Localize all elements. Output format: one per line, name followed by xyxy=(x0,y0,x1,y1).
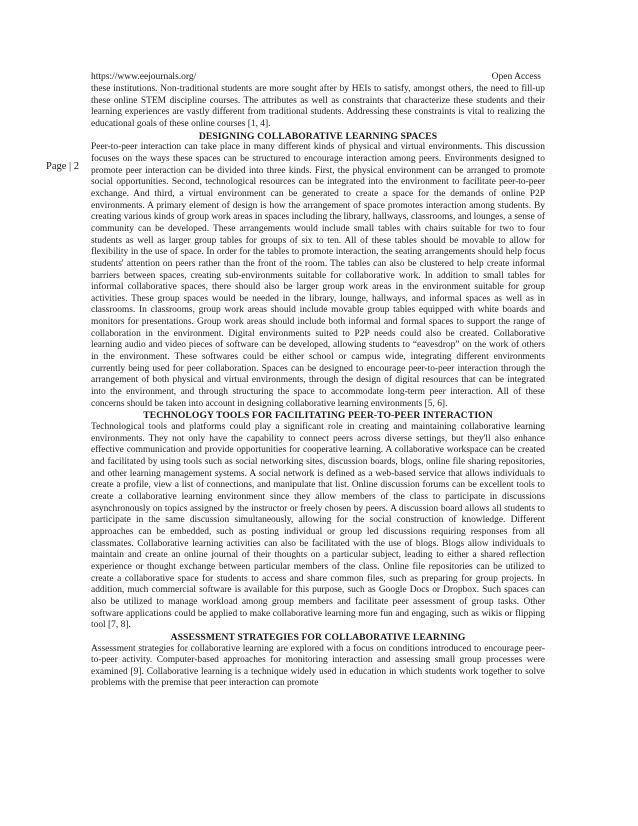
journal-url[interactable]: https://www.eejournals.org/ xyxy=(91,72,197,82)
heading-designing-spaces: DESIGNING COLLABORATIVE LEARNING SPACES xyxy=(198,130,438,142)
heading-technology-tools: TECHNOLOGY TOOLS FOR FACILITATING PEER-TO-PEER INTERACTION xyxy=(143,410,493,422)
paragraph-designing-spaces: Peer-to-peer interaction can take place in many different kinds of physical and virtual environments. This discussion focuses on the ways these spaces can be structured to encourage interaction among peers. Environments designed to promote peer interaction can be divided into three kinds. First, the physical environment can be arranged to promote social opportunities. Second, technological resources can be integrated into the environment to facilitate peer-to-peer exchange. And third, a virtual environment can be generated to create a space for the demands of online P2P environments. A primary element of design is how the arrangement of space promotes interaction among students. By creating various kinds of group work areas in spaces including the library, hallways, classrooms, and lounges, a sense of community can be developed. These arrangements would include small tables with chairs suitable for two to four students as well as larger group tables for groups of six to ten. All of these tables should be movable to allow for flexibility in the use of space. In order for the tables to promote interaction, the seating arrangements should help focus students' attention on peers rather than the front of the room. The tables can also be clustered to help create informal barriers between spaces, creating sub-environments suitable for collaborative work. In addition to small tables for informal collaborative spaces, there should also be larger group work areas in the environment suitable for group activities. These group spaces would be needed in the library, lounge, hallways, and informal spaces as well as in classrooms. In classrooms, group work areas should include movable group tables equipped with white boards and monitors for presentations. Group work areas should include both informal and formal spaces to support the range of collaboration in the environment. Digital environments suited to P2P needs could also be created. Collaborative learning audio and video pieces of software can be developed, allowing students to “eavesdrop” on the work of others in the environment. These softwares could be either school or campus wide, integrating different environments currently being used for peer collaboration. Spaces can be designed to encourage peer-to-peer interaction through the arrangement of both physical and virtual environments, through the design of digital resources that can be integrated into the environment, and through structuring the space to accommodate long-term peer interaction. All of these concerns should be taken into account in designing collaborative learning environments [5, 6]. xyxy=(91,142,545,409)
paragraph-assessment-strategies: Assessment strategies for collaborative learning are explored with a focus on conditions introduced to encourage peer-to-peer activity. Computer-based approaches for monitoring interaction and assessing small group processes were examined [9]. Collaborative learning is a technique widely used in education in which students work together to solve problems with the premise that peer interaction can promote xyxy=(91,643,545,689)
page-number-label xyxy=(46,160,79,174)
page-number: 2 xyxy=(73,161,80,172)
page-label-prefix: Page xyxy=(46,161,67,172)
article-body xyxy=(91,84,545,690)
paragraph-intro: these institutions. Non-traditional students are more sought after by HEIs to satisfy, amongst others, the need to fill-up these online STEM discipline courses. The attributes as well as constraints that characterize these students and their learning experiences are vastly different from traditional students. Addressing these constraints is vital to realizing the educational goals of these online courses [1, 4]. xyxy=(91,84,545,129)
paragraph-technology-tools: Technological tools and platforms could play a significant role in creating and maintaining collaborative learning environments. They not only have the capability to connect peers across diverse settings, but they'll also enhance effective communication and provide opportunities for cooperative learning. A collaborative workspace can be created and facilitated by using tools such as social networking sites, discussion boards, blogs, online file sharing repositories, and other learning management systems. A social network is defined as a web-based service that allows individuals to create a profile, view a list of connections, and manipulate that list. Online discussion forums can be excellent tools to create a collaborative learning environment since they allow members of the class to participate in discussions asynchronously on topics assigned by the instructor or freely chosen by peers. A discussion board allows all students to participate in the same discussion simultaneously, allowing for the social construction of knowledge. Different approaches can be embedded, such as posting individual or group led discussions requiring responses from all classmates. Collaborative learning activities can also be facilitated with the use of blogs. Blogs allow individuals to maintain and create an online journal of their thoughts on a particular subject, leading to either a shared reflection experience or thought exchange between particular members of the class. Online file repositories can be utilized to create a collaborative space for students to access and share common files, such as preparing for group projects. In addition, much commercial software is available for this purpose, such as Google Docs or Dropbox. Such spaces can also be utilized to manage workload among group members and facilitate peer assessment of group tasks. Other software applications could be applied to make collaborative learning more fun and engaging, such as wikis or flipping tool [7, 8]. xyxy=(91,422,545,631)
heading-assessment-strategies: ASSESSMENT STRATEGIES FOR COLLABORATIVE LEARNING xyxy=(170,631,466,643)
open-access-label: Open Access xyxy=(491,72,541,82)
page-header xyxy=(91,70,541,84)
page-label-separator: | xyxy=(69,161,72,172)
